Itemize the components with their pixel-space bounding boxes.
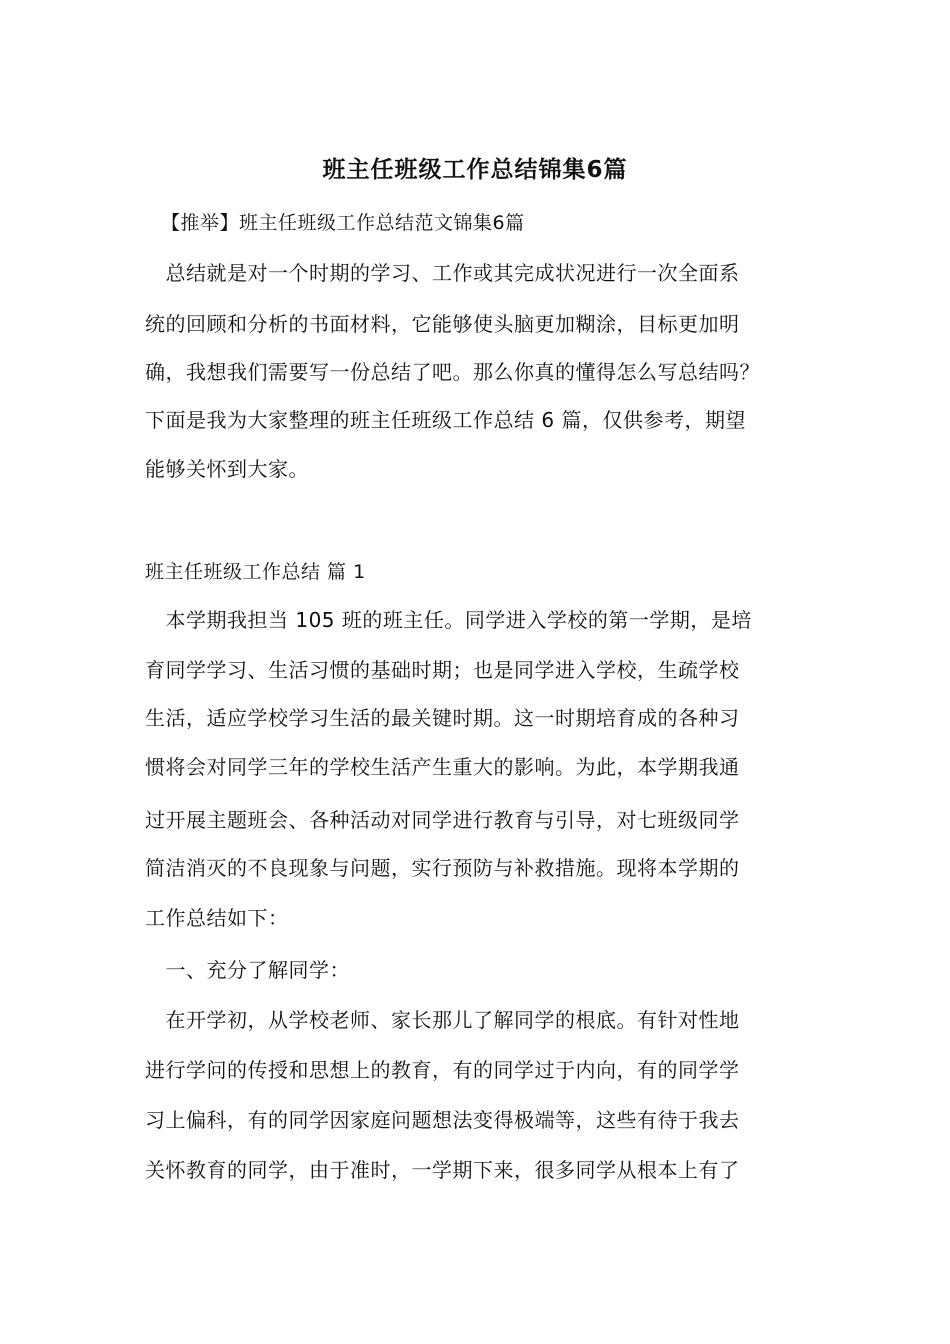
body-line: 本学期我担当 105 班的班主任。同学进入学校的第一学期，是培 [145,608,752,632]
section-heading: 班主任班级工作总结 篇 1 [145,561,366,583]
intro-line: 总结就是对一个时期的学习、工作或其完成状况进行一次全面系 [145,261,740,285]
body-line: 在开学初，从学校老师、家长那儿了解同学的根底。有针对性地 [145,1008,740,1032]
intro-line: 统的回顾和分析的书面材料，它能够使头脑更加糊涂，目标更加明 [145,312,740,336]
intro-line: 下面是我为大家整理的班主任班级工作总结 6 篇，仅供参考，期望 [145,408,746,432]
document-subtitle: 【推举】班主任班级工作总结范文锦集6篇 [161,212,525,234]
body-line: 工作总结如下： [145,906,289,930]
body-line: 育同学学习、生活习惯的基础时期；也是同学进入学校，生疏学校 [145,658,740,682]
body-line: 惯将会对同学三年的学校生活产生重大的影响。为此，本学期我通 [145,755,740,779]
body-line: 生活，适应学校学习生活的最关键时期。这一时期培育成的各种习 [145,706,740,730]
body-line: 进行学问的传授和思想上的教育，有的同学过于内向，有的同学学 [145,1058,740,1082]
body-line: 简洁消灭的不良现象与问题，实行预防与补救措施。现将本学期的 [145,856,740,880]
body-line: 关怀教育的同学，由于准时，一学期下来，很多同学从根本上有了 [145,1158,740,1182]
body-line: 一、充分了解同学： [145,958,350,982]
intro-line: 能够关怀到大家。 [145,457,309,481]
intro-line: 确，我想我们需要写一份总结了吧。那么你真的懂得怎么写总结吗？ [145,360,760,384]
body-line: 习上偏科，有的同学因家庭问题想法变得极端等，这些有待于我去 [145,1108,740,1132]
body-line: 过开展主题班会、各种活动对同学进行教育与引导，对七班级同学 [145,808,740,832]
document-title: 班主任班级工作总结锦集6篇 [322,157,628,183]
